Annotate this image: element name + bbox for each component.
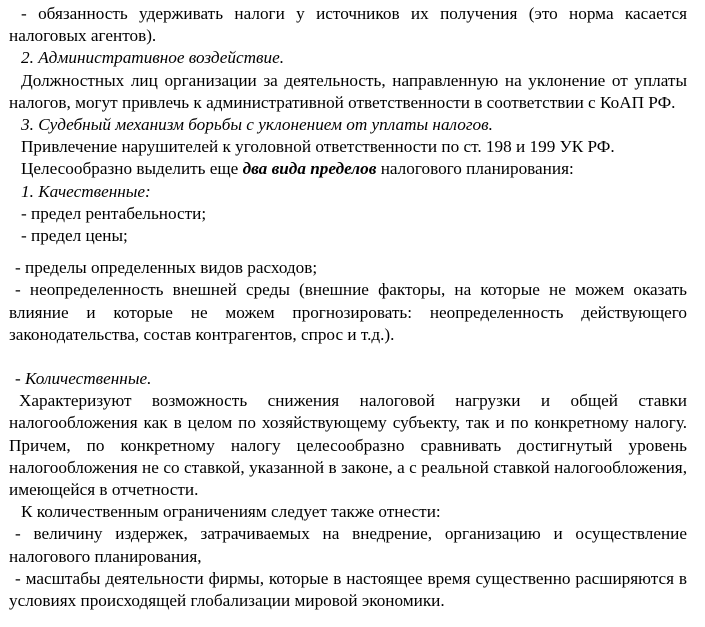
two-limits-pre: Целесообразно выделить еще xyxy=(21,159,243,179)
list-item-expenses: - пределы определенных видов расходов; xyxy=(15,258,318,278)
heading-judicial: 3. Судебный механизм борьбы с уклонением от уплаты налогов. xyxy=(21,115,493,135)
list-item-costs: - величину издержек, затрачиваемых на внедрение, организацию и осуществление налогового планирования, xyxy=(9,524,687,566)
list-item-price: - предел цены; xyxy=(21,226,128,246)
heading-administrative: 2. Административное воздействие. xyxy=(21,48,285,68)
paragraph-quantitative: Характеризуют возможность снижения налоговой нагрузки и общей ставки налогообложения как в целом по хозяйствующему субъекту, так и по конкретному налогу. Причем, по конкретному налогу целесообразно сравнивать достигнутый уровень налогообложения не со ставкой, указанной в законе, а с реальной ставкой налогообложения, имеющейся в отчетности. xyxy=(9,391,687,500)
list-item-scale: - масштабы деятельности фирмы, которые в настоящее время существенно расширяются в условиях происходящей глобализации мировой экономики. xyxy=(9,568,687,611)
heading-quantitative: - Количественные. xyxy=(15,369,152,389)
spacer xyxy=(9,346,687,368)
paragraph-criminal-liability: Привлечение нарушителей к уголовной ответственности по ст. 198 и 199 УК РФ. xyxy=(21,137,615,157)
paragraph-tax-agents: - обязанность удерживать налоги у источников их получения (это норма касается налоговых агентов). xyxy=(9,4,687,46)
list-item-environment: - неопределенность внешней среды (внешние факторы, на которые не можем оказать влияние и которые не можем прогнозировать: неопределенность действующего законодательства, состав контрагентов, спрос и т.д.). xyxy=(9,280,687,344)
list-item-profitability: - предел рентабельности; xyxy=(21,203,207,223)
document-page xyxy=(9,3,687,612)
two-limits-post: налогового планирования: xyxy=(376,159,574,179)
paragraph-two-limits xyxy=(9,158,687,180)
paragraph-administrative: Должностных лиц организации за деятельность, направленную на уклонение от уплаты налогов, могут привлечь к административной ответственности в соответствии с КоАП РФ. xyxy=(9,70,687,112)
spacer xyxy=(9,247,687,257)
paragraph-quantitative-limits: К количественным ограничениям следует также отнести: xyxy=(21,502,441,522)
two-limits-bold: два вида пределов xyxy=(242,159,377,179)
heading-qualitative: 1. Качественные: xyxy=(21,181,151,201)
